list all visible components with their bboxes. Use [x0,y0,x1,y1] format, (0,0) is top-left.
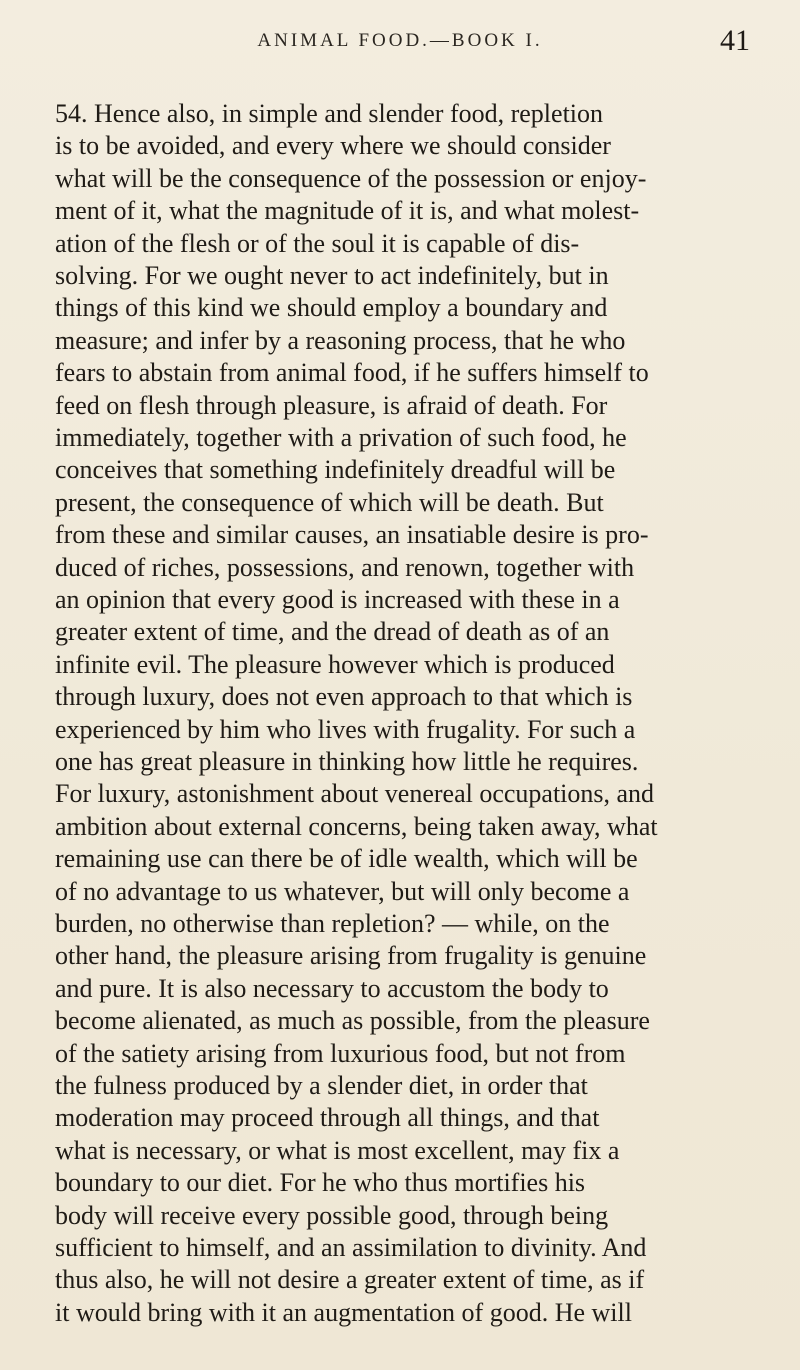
text-line: present, the consequence of which will be death. But [55,487,604,517]
text-line: ation of the flesh or of the soul it is capable of dis- [55,228,580,258]
text-line: from these and similar causes, an insatiable desire is pro- [55,520,649,550]
text-line: measure; and infer by a reasoning process, that he who [55,325,626,355]
text-line: things of this kind we should employ a boundary and [55,293,608,323]
text-line: through luxury, does not even approach to that which is [55,682,633,712]
text-line: 54. Hence also, in simple and slender food, repletion [55,99,604,128]
text-line: ambition about external concerns, being taken away, what [55,811,658,841]
text-line: fears to abstain from animal food, if he suffers himself to [55,358,649,388]
text-line: thus also, he will not desire a greater extent of time, as if [55,1265,645,1295]
text-line: boundary to our diet. For he who thus mortifies his [55,1168,586,1198]
text-line: the fulness produced by a slender diet, in order that [55,1071,588,1100]
text-line: and pure. It is also necessary to accustom the body to [55,973,609,1003]
text-line: burden, no otherwise than repletion? — while, on the [55,909,610,938]
text-line: moderation may proceed through all things, and that [55,1103,600,1133]
text-line: greater extent of time, and the dread of death as of an [55,617,610,647]
text-line: sufficient to himself, and an assimilation to divinity. And [55,1233,647,1262]
text-line: an opinion that every good is increased with these in a [55,585,620,614]
text-line: conceives that something indefinitely dreadful will be [55,455,616,485]
text-line: what is necessary, or what is most excellent, may fix a [55,1135,620,1165]
text-line: infinite evil. The pleasure however which is produced [55,649,615,679]
text-line: duced of riches, possessions, and renown, together with [55,552,635,582]
text-line: experienced by him who lives with frugality. For such a [55,714,636,744]
text-line: feed on flesh through pleasure, is afraid of death. For [55,390,608,420]
running-head: ANIMAL FOOD.—BOOK I. [257,30,543,51]
text-line: remaining use can there be of idle wealth, which will be [55,844,638,874]
text-line: one has great pleasure in thinking how little he requires. [55,747,639,776]
text-line: solving. For we ought never to act indefinitely, but in [55,261,609,290]
text-line: For luxury, astonishment about venereal occupations, and [55,779,655,809]
text-line: of no advantage to us whatever, but will only become a [55,876,630,906]
text-line: what will be the consequence of the possession or enjoy- [55,163,647,193]
text-line: it would bring with it an augmentation of good. He will [55,1297,632,1327]
text-line: other hand, the pleasure arising from frugality is genuine [55,941,647,971]
text-line: of the satiety arising from luxurious food, but not from [55,1038,626,1068]
page-number: 41 [720,24,750,57]
text-line: is to be avoided, and every where we should consider [55,131,611,161]
text-line: become alienated, as much as possible, from the pleasure [55,1006,650,1036]
text-line: ment of it, what the magnitude of it is, and what molest- [55,196,640,226]
text-line: immediately, together with a privation of such food, he [55,423,627,452]
text-line: body will receive every possible good, through being [55,1200,609,1230]
